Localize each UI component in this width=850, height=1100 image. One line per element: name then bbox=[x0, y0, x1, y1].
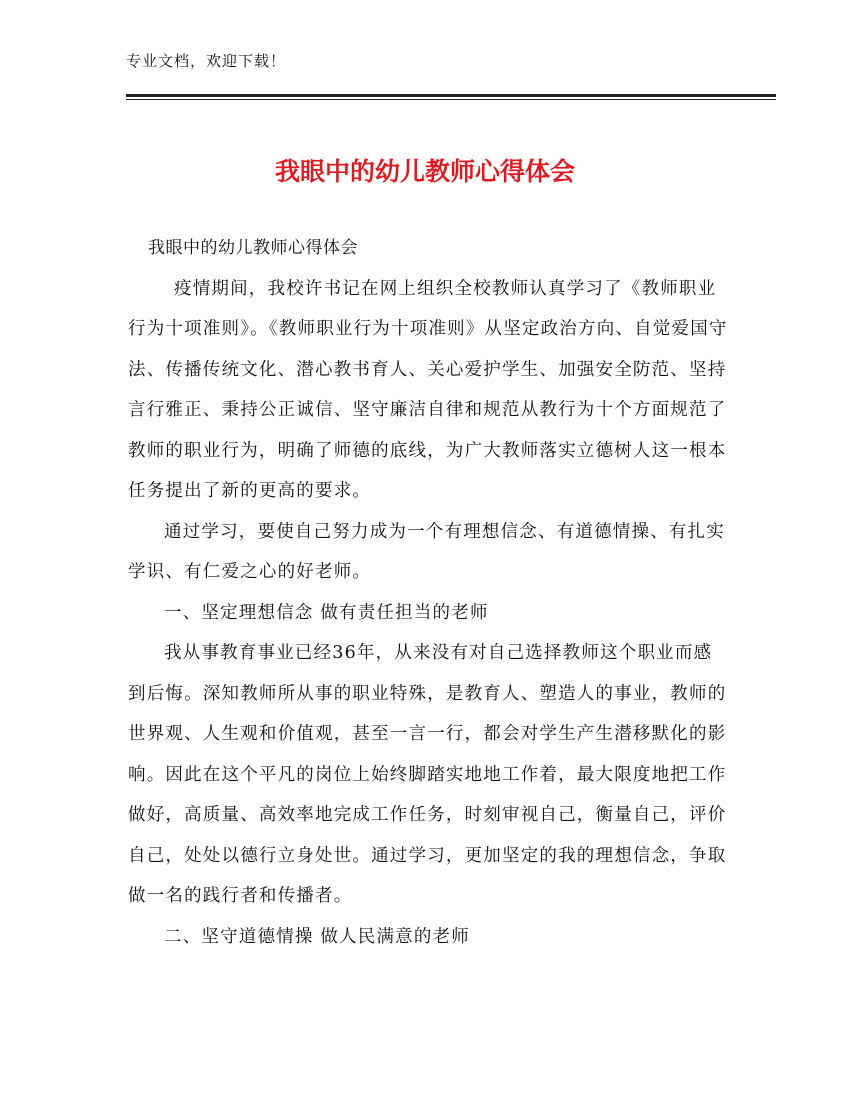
document-body bbox=[128, 228, 728, 957]
section-heading-2: 二、坚守道德情操 做人民满意的老师 bbox=[164, 926, 470, 947]
subtitle: 我眼中的幼儿教师心得体会 bbox=[148, 238, 358, 258]
document-title: 我眼中的幼儿教师心得体会 bbox=[274, 157, 575, 186]
paragraph-3: 我从事教育事业已经36年，从来没有对自己选择教师这个职业而感到后悔。深知教师所从事的职业特殊，是教育人、塑造人的事业，教师的世界观、人生观和价值观，甚至一言一行，都会对学生产生潜移默化的影响。因此在这个平凡的岗位上始终脚踏实地地工作着，最大限度地把工作做好，高质量、高效率地完成工作任务，时刻审视自己，衡量自己，评价自己，处处以德行立身处世。通过学习，更加坚定的我的理想信念，争取做一名的践行者和传播者。 bbox=[128, 643, 727, 906]
paragraph-1: 疫情期间，我校许书记在网上组织全校教师认真学习了《教师职业行为十项准则》。《教师职业行为十项准则》从坚定政治方向、自觉爱国守法、传播传统文化、潜心教书育人、关心爱护学生、加强安全防范、坚持言行雅正、秉持公正诚信、坚守廉洁自律和规范从教行为十个方面规范了教师的职业行为，明确了师德的底线，为广大教师落实立德树人这一根本任务提出了新的更高的要求。 bbox=[128, 278, 728, 501]
header-rule-thin bbox=[126, 99, 776, 100]
section-heading-1: 一、坚定理想信念 做有责任担当的老师 bbox=[164, 602, 489, 623]
paragraph-2: 通过学习，要使自己努力成为一个有理想信念、有道德情操、有扎实学识、有仁爱之心的好老师。 bbox=[128, 521, 725, 582]
header-rule-thick bbox=[126, 94, 776, 97]
header-text: 专业文档，欢迎下载！ bbox=[126, 52, 287, 70]
